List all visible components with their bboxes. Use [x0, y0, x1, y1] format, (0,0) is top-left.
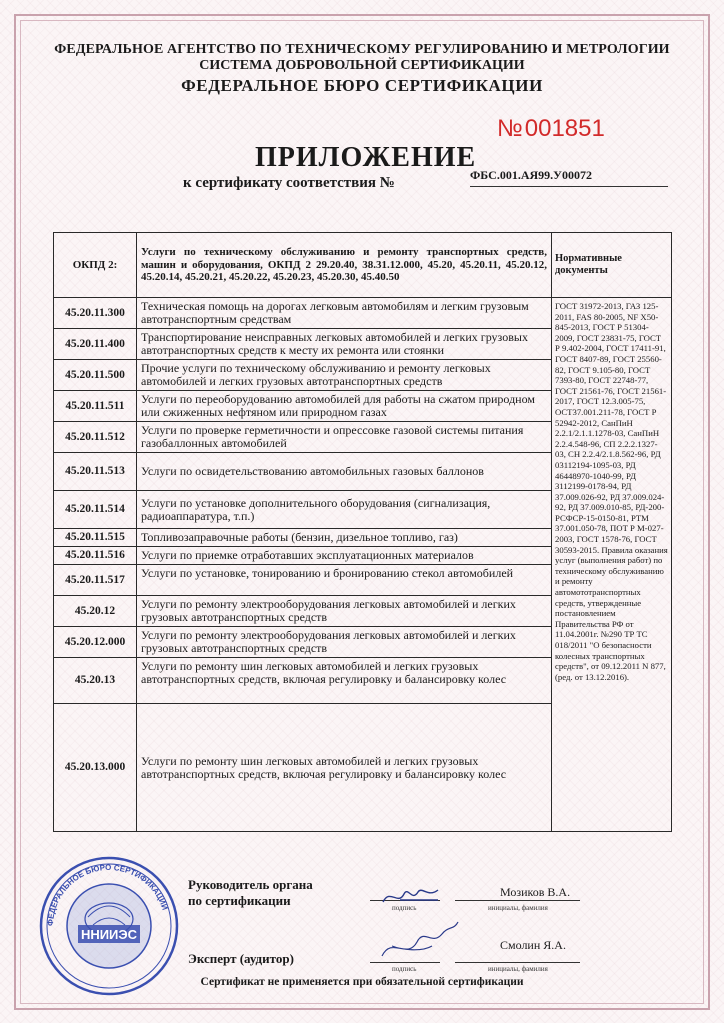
head-signature [378, 880, 448, 910]
row-code: 45.20.11.400 [54, 329, 137, 360]
row-text: Техническая помощь на дорогах легковым автомобилям и легким грузовым автотранспортным средствам [137, 298, 552, 329]
header-code: ОКПД 2: [54, 233, 137, 298]
form-number [497, 115, 605, 143]
expert-name: Смолин Я.А. [500, 938, 566, 952]
number-mark: № [497, 115, 523, 142]
page-title: ПРИЛОЖЕНИЕ [255, 142, 477, 173]
row-text: Услуги по установке, тонированию и бронированию стекол автомобилей [137, 565, 552, 596]
row-text: Услуги по установке дополнительного оборудования (сигнализация, радиоаппаратура, т.п.) [137, 491, 552, 529]
bureau-name: ФЕДЕРАЛЬНОЕ БЮРО СЕРТИФИКАЦИИ [181, 76, 543, 95]
row-code: 45.20.12.000 [54, 627, 137, 658]
row-code: 45.20.11.515 [54, 529, 137, 547]
row-code: 45.20.11.511 [54, 391, 137, 422]
expert-signature [372, 916, 462, 966]
row-text: Услуги по освидетельствованию автомобильных газовых баллонов [137, 453, 552, 491]
row-code: 45.20.12 [54, 596, 137, 627]
row-code: 45.20.13.000 [54, 704, 137, 832]
row-text: Топливозаправочные работы (бензин, дизельное топливо, газ) [137, 529, 552, 547]
row-code: 45.20.11.516 [54, 547, 137, 565]
row-code: 45.20.13 [54, 658, 137, 704]
head-sign-caption: подпись [392, 904, 417, 912]
expert-sign-caption: подпись [392, 965, 417, 973]
number-value: 001851 [524, 115, 605, 142]
row-code: 45.20.11.517 [54, 565, 137, 596]
expert-label: Эксперт (аудитор) [188, 951, 294, 966]
row-text: Прочие услуги по техническому обслуживанию и ремонту легковых автомобилей и легких грузовых автотранспортных средств [137, 360, 552, 391]
subtitle: к сертификату соответствия № [183, 175, 395, 191]
head-name-line [455, 900, 580, 901]
row-code: 45.20.11.500 [54, 360, 137, 391]
row-code: 45.20.11.513 [54, 453, 137, 491]
row-code: 45.20.11.512 [54, 422, 137, 453]
footer-note: Сертификат не применяется при обязательной сертификации [200, 976, 524, 988]
seal-ring-text: ФЕДЕРАЛЬНОЕ БЮРО СЕРТИФИКАЦИИ [45, 862, 170, 927]
table-header-row [54, 233, 672, 298]
row-text: Услуги по ремонту электрооборудования легковых автомобилей и легких грузовых автотранспортных средств [137, 596, 552, 627]
expert-name-caption: инициалы, фамилия [488, 965, 548, 973]
row-code: 45.20.11.300 [54, 298, 137, 329]
row-text: Услуги по проверке герметичности и опрессовке газовой системы питания газобаллонных автомобилей [137, 422, 552, 453]
row-code: 45.20.11.514 [54, 491, 137, 529]
row-text: Транспортирование неисправных легковых автомобилей и легких грузовых автотранспортных средств к месту их ремонта или стоянки [137, 329, 552, 360]
row-text: Услуги по ремонту шин легковых автомобилей и легких грузовых автотранспортных средств, включая регулировку и балансировку колес [137, 658, 552, 704]
head-name-caption: инициалы, фамилия [488, 904, 548, 912]
certificate-number: ФБС.001.АЯ99.У00072 [470, 168, 668, 187]
norms-cell: ГОСТ 31972-2013, ГАЗ 125-2011, FAS 80-2005, NF X50-845-2013, ГОСТ Р 51304-2009, ГОСТ 23831-75, ГОСТ Р 9.402-2004, ГОСТ 17411-91, ГОСТ 8407-89, ГОСТ 25560-82, ГОСТ 9.105-80, ГОСТ 7393-80, ГОСТ 22748-77, ГОСТ 21561-76, ГОСТ 21561-2017, ГОСТ 12.3.005-75, ОСТ37.001.211-78, ГОСТ Р 52942-2012, СанПиН 2.2.1/2.1.1.1278-03, СанПиН 2.2.4.548-96, СП 2.2.2.1327-03, СН 2.2.4/2.1.8.562-96, РД 03112194-1095-03, РД 46448970-1040-99, РД 3112199-0178-94, РД 37.009.026-92, РД 37.009.024-92, РД 37.009.010-85, РД-200-РСФСР-15-0150-81, РТМ 37.001.050-78, ПОТ Р М-027-2003, ГОСТ 1578-76, ГОСТ 30593-2015. Правила оказания услуг (выполнения работ) по техническому обслуживанию и ремонту автомототранспортных средств, утвержденные постановлением Правительства РФ от 11.04.2001г. №290 ТР ТС 018/2011 "О безопасности колесных транспортных средств", от 09.12.2011 N 877, (ред. от 13.12.2016). [552, 298, 672, 832]
seal-text: ННИИЭС [80, 927, 138, 942]
services-table [53, 232, 672, 832]
row-text: Услуги по приемке отработавших эксплуатационных материалов [137, 547, 552, 565]
head-label: Руководитель органа по сертификации [188, 877, 313, 908]
row-text: Услуги по ремонту электрооборудования легковых автомобилей и легких грузовых автотранспортных средств [137, 627, 552, 658]
row-text: Услуги по переоборудованию автомобилей для работы на сжатом природном или сжиженных нефтяном или природном газах [137, 391, 552, 422]
system-name: СИСТЕМА ДОБРОВОЛЬНОЙ СЕРТИФИКАЦИИ [199, 58, 525, 73]
expert-sign-line [370, 962, 440, 963]
expert-name-line [455, 962, 580, 963]
head-name: Мозиков В.А. [500, 885, 571, 899]
table-row [54, 298, 672, 329]
header-services: Услуги по техническому обслуживанию и ремонту транспортных средств, машин и оборудования, ОКПД 2 29.20.40, 38.31.12.000, 45.20, 45.20.11, 45.20.12, 45.20.14, 45.20.21, 45.20.22, 45.20.23, 45.20.30, 45.40.50 [137, 233, 552, 298]
agency-name: ФЕДЕРАЛЬНОЕ АГЕНТСТВО ПО ТЕХНИЧЕСКОМУ РЕГУЛИРОВАНИЮ И МЕТРОЛОГИИ [54, 42, 670, 57]
row-text: Услуги по ремонту шин легковых автомобилей и легких грузовых автотранспортных средств, включая регулировку и балансировку колес [137, 704, 552, 832]
header-norms: Нормативные документы [552, 233, 672, 298]
